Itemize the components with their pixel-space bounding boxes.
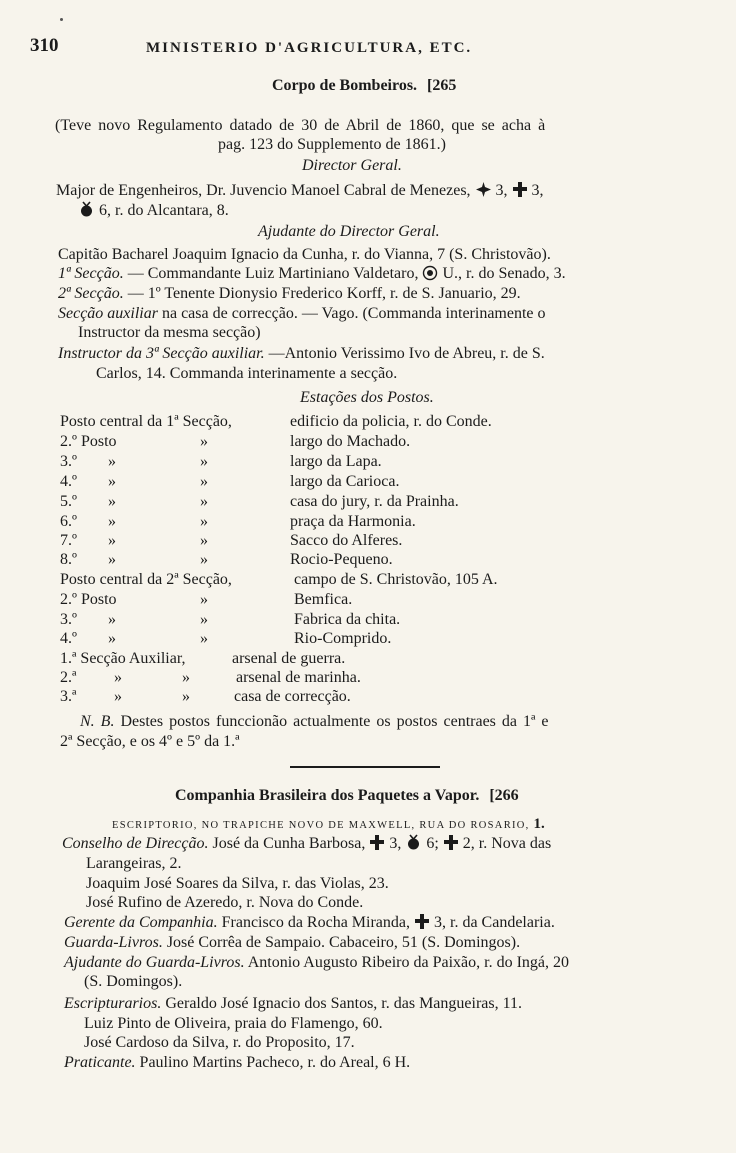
order-cross-icon (475, 181, 492, 198)
gerente-label: Gerente da Companhia. (64, 914, 218, 931)
ajudante-guarda-text: Antonio Augusto Ribeiro da Paixão, r. do Ingá, 20 (247, 954, 570, 971)
director-line1 (56, 181, 544, 201)
conselho-label: Conselho de Direcção. (62, 835, 209, 852)
posto-a-0: Posto central da 1ª Secção, (60, 413, 232, 430)
section-title-bombeiros (272, 76, 456, 96)
posto-m-7: » (108, 551, 116, 568)
section2-ref: [266 (489, 787, 519, 804)
posto-m-11: » (108, 630, 116, 647)
ajudante-line: Capitão Bacharel Joaquim Ignacio da Cunha, r. do Vianna, 7 (S. Christovão). (58, 246, 551, 263)
office-address: ESCRIPTORIO, NO TRAPICHE NOVO DE MAXWELL, RUA DO ROSARIO, (112, 820, 530, 831)
running-title: MINISTERIO D'AGRICULTURA, ETC. (146, 40, 473, 56)
ajudante-heading: Ajudante do Director Geral. (258, 223, 440, 240)
posto-a-8: Posto central da 2ª Secção, (60, 571, 232, 588)
gerente-name: Francisco da Rocha Miranda, (221, 914, 410, 931)
posto-a-9: 2.º Posto (60, 591, 117, 608)
member-1: Joaquim José Soares da Silva, r. das Violas, 23. (86, 875, 389, 892)
posto-b-3: » (200, 473, 208, 490)
ajudante-guarda-label: Ajudante do Guarda-Livros. (64, 954, 245, 971)
posto-a-4: 5.º (60, 493, 77, 510)
escripturario-2: Luiz Pinto de Oliveira, praia do Flamengo, 60. (84, 1015, 383, 1032)
guarda-line (64, 933, 520, 953)
page-number: 310 (30, 35, 59, 56)
nb-label: N. B. (80, 713, 115, 730)
director-heading: Director Geral. (302, 157, 402, 174)
posto-m-5: » (108, 513, 116, 530)
director-line2 (78, 201, 229, 221)
posto-a-3: 4.º (60, 473, 77, 490)
posto-c-9: Bemfica. (294, 591, 353, 608)
posto-b-11: » (200, 630, 208, 647)
posto-c-4: casa do jury, r. da Prainha. (290, 493, 459, 510)
aux-line2: Instructor da mesma secção) (78, 324, 261, 341)
instructor-label: Instructor da 3ª Secção auxiliar. (58, 345, 265, 362)
posto-b-10: » (200, 611, 208, 628)
aux-posto-c-2: casa de correcção. (234, 688, 351, 705)
aux-posto-b-1: » (182, 669, 190, 686)
conselho-medal: 6; (426, 835, 439, 852)
posto-c-7: Rocio-Pequeno. (290, 551, 393, 568)
seccao1-line (58, 264, 566, 284)
posto-c-1: largo do Machado. (290, 433, 411, 450)
posto-c-11: Rio-Comprido. (294, 630, 392, 647)
office-number: 1. (533, 816, 545, 832)
ajudante-guarda-line2: (S. Domingos). (84, 973, 183, 990)
posto-m-2: » (108, 453, 116, 470)
instructor-text: —Antonio Verissimo Ivo de Abreu, r. de S. (268, 345, 545, 362)
gerente-address: 3, r. da Candelaria. (434, 914, 555, 931)
guarda-text: José Corrêa de Sampaio. Cabaceiro, 51 (S. Domingos). (166, 934, 521, 951)
posto-c-2: largo da Lapa. (290, 453, 382, 470)
conselho-line2: Larangeiras, 2. (86, 855, 182, 872)
conselho-order: 3, (389, 835, 402, 852)
instructor-line (58, 344, 545, 364)
seccao1-label: 1ª Secção. (58, 265, 124, 282)
seccao2-label: 2ª Secção. (58, 285, 124, 302)
director-order-count-2: 3, (531, 182, 544, 199)
rose-medal-icon (78, 201, 95, 218)
circled-emblem-icon (422, 265, 438, 281)
posto-b-1: » (200, 433, 208, 450)
instructor-line2: Carlos, 14. Commanda interinamente a secção. (96, 365, 398, 382)
posto-b-7: » (200, 551, 208, 568)
conselho-address: 2, r. Nova das (462, 835, 552, 852)
escripturario-3: José Cardoso da Silva, r. do Proposito, 17. (84, 1034, 355, 1051)
member-2: José Rufino de Azeredo, r. Nova do Conde. (86, 894, 364, 911)
seccao2-text: — 1º Tenente Dionysio Frederico Korff, r. de S. Januario, 29. (127, 285, 521, 302)
posto-m-3: » (108, 473, 116, 490)
conselho-name: José da Cunha Barbosa, (212, 835, 366, 852)
order-cross-icon (443, 834, 459, 851)
posto-c-10: Fabrica da chita. (294, 611, 401, 628)
regulation-note-line2: pag. 123 do Supplemento de 1861.) (218, 136, 446, 153)
posto-b-5: » (200, 513, 208, 530)
aux-posto-c-1: arsenal de marinha. (236, 669, 361, 686)
nb-line1 (80, 712, 549, 732)
section-title-paquetes (175, 786, 519, 806)
aux-posto-c-0: arsenal de guerra. (232, 650, 346, 667)
posto-c-6: Sacco do Alferes. (290, 532, 403, 549)
director-name: Major de Engenheiros, Dr. Juvencio Manoel Cabral de Menezes, (56, 182, 471, 199)
praticante-label: Praticante. (64, 1054, 136, 1071)
director-order-count: 3, (495, 182, 508, 199)
nb-text: Destes postos funccionão actualmente os postos centraes da 1ª e (120, 713, 549, 730)
posto-b-6: » (200, 532, 208, 549)
conselho-line (62, 834, 551, 854)
nb-line2: 2ª Secção, e os 4º e 5º da 1.ª (60, 733, 240, 750)
aux-posto-a-0: 1.ª Secção Auxiliar, (60, 650, 186, 667)
aux-text: na casa de correcção. — Vago. (Commanda interinamente o (161, 305, 546, 322)
posto-a-1: 2.º Posto (60, 433, 117, 450)
posto-b-2: » (200, 453, 208, 470)
posto-a-10: 3.º (60, 611, 77, 628)
section-title-text: Corpo de Bombeiros. (272, 77, 418, 94)
estacoes-heading: Estações dos Postos. (300, 389, 434, 406)
escripturarios-text: Geraldo José Ignacio dos Santos, r. das Mangueiras, 11. (165, 995, 523, 1012)
posto-m-10: » (108, 611, 116, 628)
order-cross-icon (369, 834, 385, 851)
posto-a-5: 6.º (60, 513, 77, 530)
posto-a-2: 3.º (60, 453, 77, 470)
rose-medal-icon (405, 834, 422, 851)
seccao1-text: — Commandante Luiz Martiniano Valdetaro, (127, 265, 419, 282)
posto-a-7: 8.º (60, 551, 77, 568)
posto-b-4: » (200, 493, 208, 510)
posto-c-3: largo da Carioca. (290, 473, 400, 490)
aux-posto-m-2: » (114, 688, 122, 705)
guarda-label: Guarda-Livros. (64, 934, 163, 951)
praticante-text: Paulino Martins Pacheco, r. do Areal, 6 H. (139, 1054, 411, 1071)
section-ref: [265 (427, 77, 457, 94)
posto-m-4: » (108, 493, 116, 510)
posto-c-5: praça da Harmonia. (290, 513, 416, 530)
posto-a-11: 4.º (60, 630, 77, 647)
posto-a-6: 7.º (60, 532, 77, 549)
posto-c-0: edificio da policia, r. do Conde. (290, 413, 492, 430)
order-cross-icon (512, 181, 528, 198)
gerente-line (64, 913, 555, 933)
print-speck (60, 18, 63, 21)
posto-c-8: campo de S. Christovão, 105 A. (294, 571, 498, 588)
ajudante-guarda-line (64, 953, 569, 973)
director-address: 6, r. do Alcantara, 8. (99, 202, 229, 219)
praticante-line (64, 1053, 410, 1073)
office-line (112, 814, 545, 836)
section2-title-text: Companhia Brasileira dos Paquetes a Vapor. (175, 787, 480, 804)
aux-posto-a-2: 3.ª (60, 688, 77, 705)
seccao2-line (58, 284, 521, 304)
aux-line (58, 304, 546, 324)
aux-posto-m-1: » (114, 669, 122, 686)
posto-m-6: » (108, 532, 116, 549)
aux-posto-b-2: » (182, 688, 190, 705)
aux-posto-a-1: 2.ª (60, 669, 77, 686)
posto-b-9: » (200, 591, 208, 608)
seccao1-tail: U., r. do Senado, 3. (442, 265, 566, 282)
escripturarios-line (64, 994, 522, 1014)
aux-label: Secção auxiliar (58, 305, 158, 322)
regulation-note-line1: (Teve novo Regulamento datado de 30 de Abril de 1860, que se acha à (55, 117, 546, 134)
escripturarios-label: Escripturarios. (64, 995, 162, 1012)
order-cross-icon (414, 913, 430, 930)
section-divider (290, 766, 440, 768)
